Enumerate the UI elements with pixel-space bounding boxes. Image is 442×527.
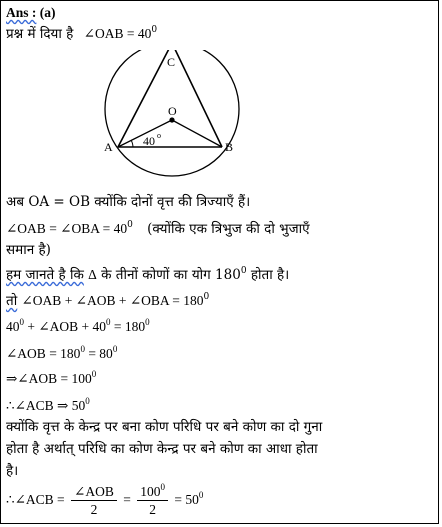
radius-ob bbox=[172, 120, 222, 147]
final-equals: = bbox=[123, 492, 131, 507]
given-prefix: प्रश्न में दिया है bbox=[6, 26, 74, 42]
equal-angles-line bbox=[6, 220, 310, 238]
reason-line-1: क्योंकि वृत्त के केन्द्र पर बना कोण परिधि पर बने कोण का दो गुना bbox=[6, 419, 323, 435]
label-c: C bbox=[167, 55, 176, 69]
fraction-100-value: 100 bbox=[140, 484, 161, 500]
fraction-aob bbox=[71, 483, 117, 518]
sum-prefix: तो bbox=[6, 293, 18, 309]
sub-deg-2: 0 bbox=[106, 317, 111, 327]
fraction-100-num bbox=[137, 483, 168, 501]
aob-step-deg-2: 0 bbox=[112, 344, 118, 354]
given-line bbox=[6, 25, 157, 43]
answer-label: Ans : bbox=[6, 5, 37, 20]
fraction-aob-den: 2 bbox=[90, 502, 98, 518]
aob-result-deg: 0 bbox=[91, 369, 97, 379]
fact-tail: होता है। bbox=[250, 267, 290, 283]
aob-step-deg-1: 0 bbox=[80, 344, 85, 354]
equal-angles-note: (क्योंकि एक त्रिभुज की दो भुजाएँ bbox=[147, 221, 310, 237]
angle-arc-a bbox=[131, 140, 133, 147]
answer-option: (a) bbox=[39, 5, 56, 20]
final-result-deg: 0 bbox=[198, 490, 204, 500]
aob-step-line bbox=[6, 345, 117, 363]
sum-degree: 0 bbox=[203, 292, 210, 302]
sub-c: = 180 bbox=[110, 319, 146, 334]
reason-line-3: है। bbox=[6, 463, 19, 479]
label-b: B bbox=[225, 140, 234, 154]
answer-heading bbox=[6, 4, 56, 22]
fact-degree: 0 bbox=[240, 266, 247, 276]
sub-deg-1: 0 bbox=[19, 317, 24, 327]
angle-sum-fact bbox=[6, 266, 289, 284]
delta-symbol: Δ bbox=[88, 267, 97, 282]
equal-angles-degree: 0 bbox=[127, 220, 133, 230]
acb-result: ∴∠ACB ⇒ 50 bbox=[6, 398, 86, 413]
sub-b: + ∠AOB + 40 bbox=[24, 319, 107, 334]
substitution-line bbox=[6, 318, 150, 336]
fact-after: के तीनों कोणों का योग 180 bbox=[101, 267, 241, 283]
angle-label-degree: o bbox=[157, 131, 161, 140]
acb-line bbox=[6, 397, 90, 415]
fraction-100 bbox=[137, 483, 168, 518]
sum-math: ∠OAB + ∠AOB + ∠OBA = 180 bbox=[21, 293, 204, 308]
final-result: = 50 bbox=[174, 492, 199, 507]
aob-step-a: ∠AOB = 180 bbox=[6, 346, 81, 361]
radius-line: अब OA = OB क्योंकि दोनों वृत्त की त्रिज्याएँ हैं। bbox=[6, 194, 251, 210]
sub-deg-3: 0 bbox=[145, 317, 150, 327]
equal-angles-math: ∠OAB = ∠OBA = 40 bbox=[6, 221, 128, 236]
center-point bbox=[169, 117, 174, 122]
angle-label-a: 40 bbox=[143, 134, 155, 148]
circle-figure bbox=[0, 50, 442, 180]
equal-angles-note-cont: समान है) bbox=[6, 242, 51, 258]
sub-a: 40 bbox=[6, 319, 20, 334]
fraction-aob-num: ∠AOB bbox=[71, 483, 117, 501]
aob-result-line bbox=[6, 370, 96, 388]
reason-line-2: होता है अर्थात् परिधि का कोण केन्द्र पर बने कोण का आधा होता bbox=[6, 441, 318, 457]
final-lhs: ∴∠ACB = bbox=[6, 492, 65, 507]
fraction-100-deg: 0 bbox=[160, 482, 165, 493]
fraction-100-den: 2 bbox=[149, 502, 156, 518]
acb-result-deg: 0 bbox=[85, 396, 90, 406]
final-equation bbox=[6, 482, 203, 518]
label-a: A bbox=[104, 140, 113, 154]
fact-before: हम जानते है कि bbox=[6, 267, 84, 283]
sum-equation bbox=[6, 292, 209, 310]
aob-step-b: = 80 bbox=[84, 346, 113, 361]
given-angle: ∠OAB = 40 bbox=[83, 26, 152, 41]
given-degree: 0 bbox=[151, 25, 158, 35]
aob-result: ⇒∠AOB = 100 bbox=[6, 371, 92, 386]
chord-ca bbox=[118, 50, 172, 147]
label-o: O bbox=[168, 104, 177, 118]
chord-cb bbox=[172, 50, 222, 147]
